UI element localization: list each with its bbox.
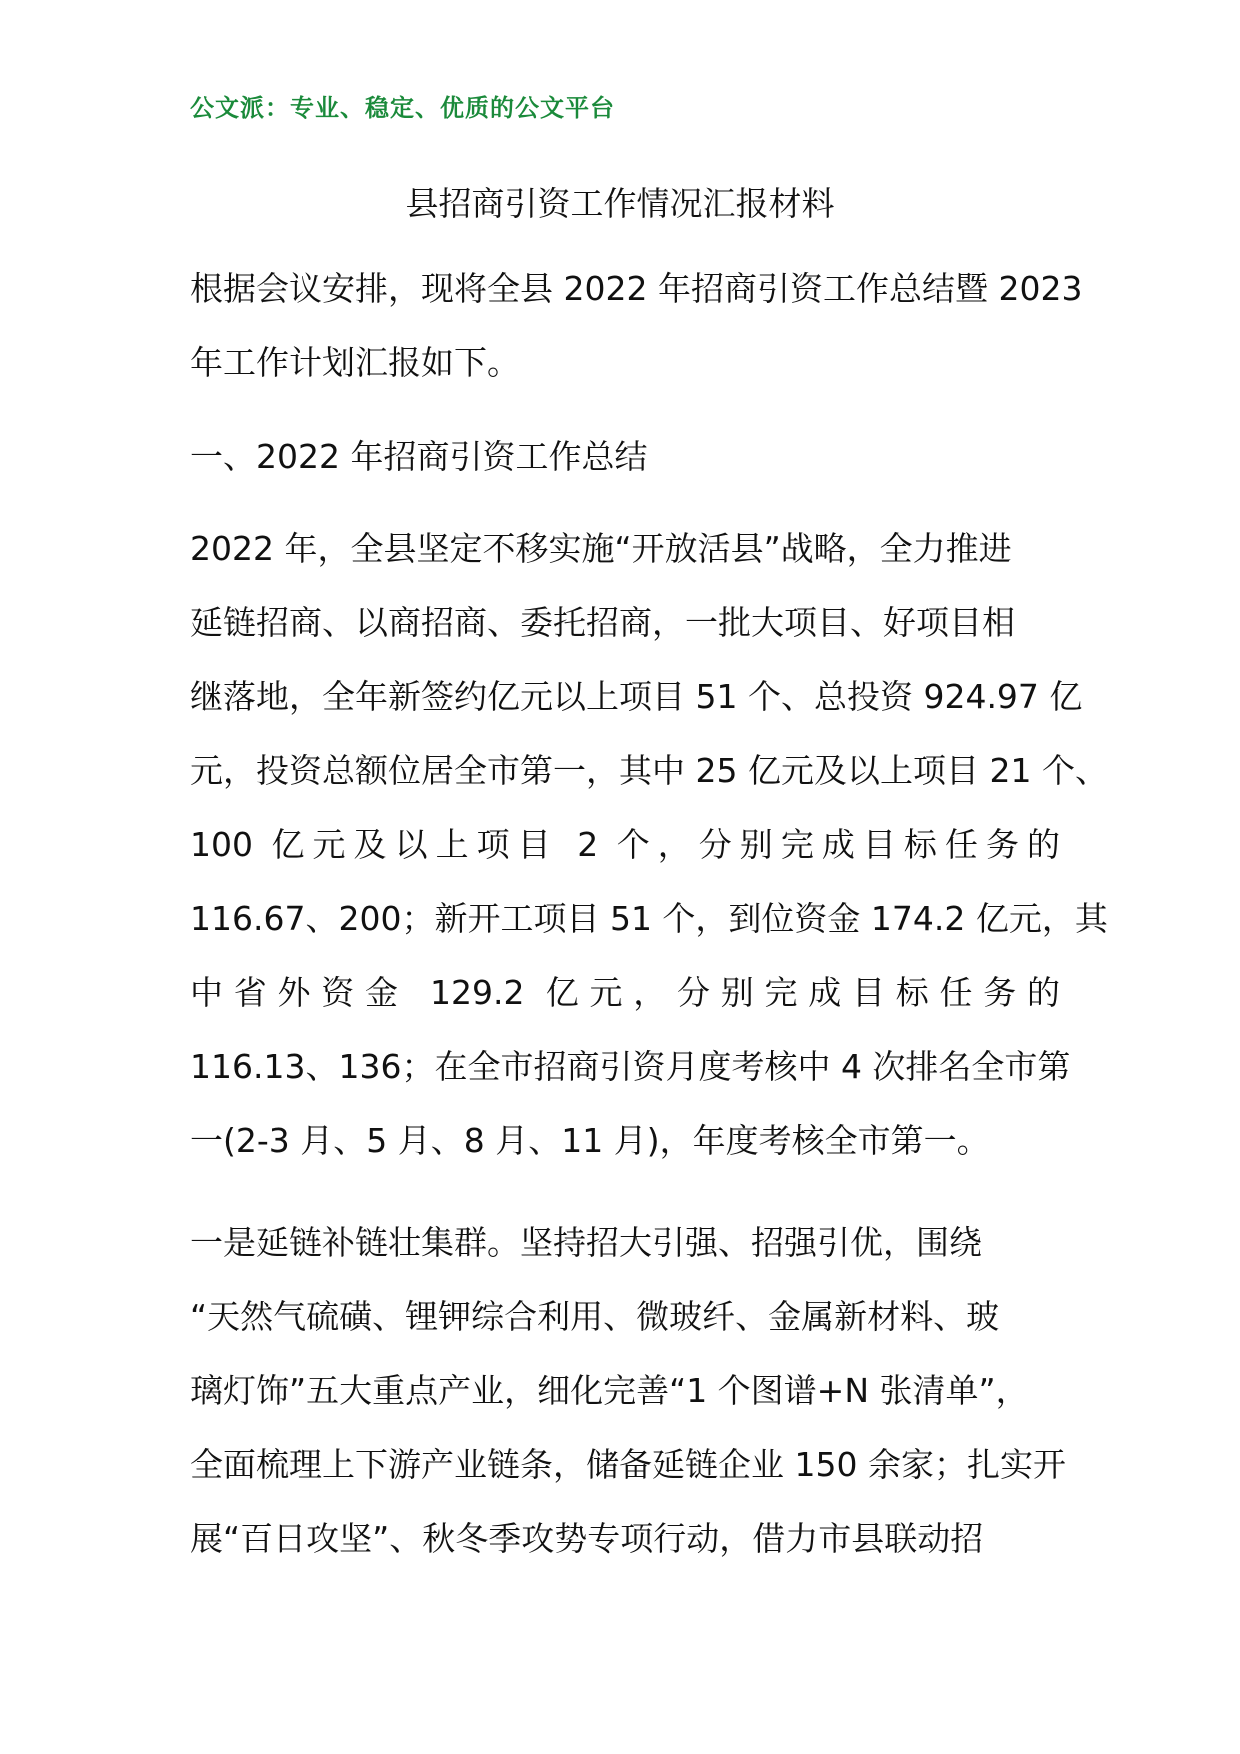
paragraph-line: 中省外资金 129.2 亿元，分别完成目标任务的	[190, 973, 1060, 1012]
summary-paragraph	[190, 512, 1108, 1178]
paragraph-line: 元，投资总额位居全市第一，其中 25 亿元及以上项目 21 个、	[190, 751, 1108, 790]
intro-paragraph	[190, 252, 1083, 400]
paragraph-line: 100 亿元及以上项目 2 个，分别完成目标任务的	[190, 825, 1060, 864]
paragraph-line: 展“百日攻坚”、秋冬季攻势专项行动，借力市县联动招	[190, 1519, 984, 1558]
paragraph-line: 年工作计划汇报如下。	[190, 343, 520, 382]
paragraph-line: 根据会议安排，现将全县 2022 年招商引资工作总结暨 2023	[190, 269, 1083, 308]
section-heading-text: 一、2022 年招商引资工作总结	[190, 437, 648, 476]
paragraph-line: 继落地，全年新签约亿元以上项目 51 个、总投资 924.97 亿	[190, 677, 1083, 716]
paragraph-line: 璃灯饰”五大重点产业，细化完善“1 个图谱+N 张清单”，	[190, 1371, 1029, 1410]
paragraph-line: 2022 年，全县坚定不移实施“开放活县”战略，全力推进	[190, 529, 1012, 568]
paragraph-line: 116.67、200；新开工项目 51 个，到位资金 174.2 亿元，其	[190, 899, 1108, 938]
paragraph-line: “天然气硫磺、锂钾综合利用、微玻纤、金属新材料、玻	[190, 1297, 1000, 1336]
document-title: 县招商引资工作情况汇报材料	[405, 184, 835, 223]
brand-header: 公文派：专业、稳定、优质的公文平台	[190, 94, 615, 122]
paragraph-line: 延链招商、以商招商、委托招商，一批大项目、好项目相	[190, 603, 1015, 642]
paragraph-line: 一是延链补链壮集群。坚持招大引强、招强引优，围绕	[190, 1223, 982, 1262]
paragraph-line: 一(2-3 月、5 月、8 月、11 月)，年度考核全市第一。	[190, 1121, 990, 1160]
paragraph-line: 116.13、136；在全市招商引资月度考核中 4 次排名全市第	[190, 1047, 1071, 1086]
paragraph-line: 全面梳理上下游产业链条，储备延链企业 150 余家；扎实开	[190, 1445, 1066, 1484]
section-heading	[190, 420, 1060, 494]
point-one-paragraph	[190, 1206, 1066, 1576]
